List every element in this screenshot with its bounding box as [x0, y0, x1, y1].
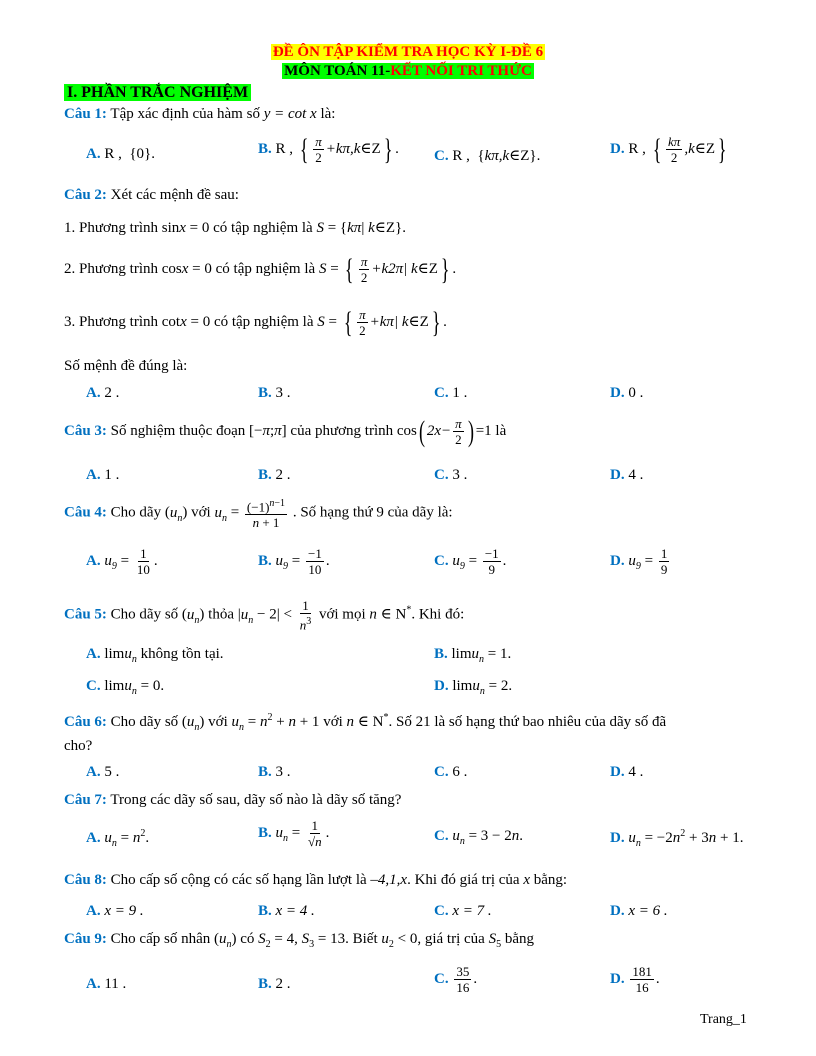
q6-stem-cont: cho? [64, 738, 93, 754]
q7-stem: Câu 7: Trong các dãy số sau, dãy số nào là dãy số tăng? [64, 792, 402, 808]
title-line-2 [0, 63, 816, 80]
q6-option-d[interactable]: D. 4 . [610, 764, 644, 780]
q2-statement-2: 2. Phương trình cosx = 0 có tập nghiệm là S = { $\frac{\pi}{2}$ +k2π| k∈Z} . [64, 252, 457, 286]
q2-option-c[interactable]: C. 1 . [434, 385, 468, 401]
page-number: Trang_1 [700, 1012, 747, 1027]
q7-option-a[interactable]: A. $u_n = n^2$. [86, 828, 150, 849]
q5-option-a[interactable]: A. limu$_n$ không tồn tại. [86, 646, 224, 665]
q4-option-a[interactable]: A. $u_9$ = $\frac{1}{10}$ . [86, 546, 158, 577]
q3-option-c[interactable]: C. 3 . [434, 467, 468, 483]
q5-option-c[interactable]: C. limu$_n$ = 0. [86, 678, 165, 697]
q1-option-c[interactable]: C. R , {kπ,k∈Z}. [434, 148, 541, 164]
q6-option-a[interactable]: A. 5 . [86, 764, 120, 780]
q6-option-b[interactable]: B. 3 . [258, 764, 291, 780]
q3-stem: Câu 3: Số nghiệm thuộc đoạn [−π;π] của phương trình cos( 2x− $\frac{\pi}{2}$ ) =1 là [64, 414, 507, 448]
q8-option-b[interactable]: B. x = 4 . [258, 903, 315, 919]
q2-option-a[interactable]: A. 2 . [86, 385, 120, 401]
q3-option-d[interactable]: D. 4 . [610, 467, 644, 483]
title-line-1 [0, 44, 816, 61]
q1-option-d[interactable]: D. R , { $\frac{k\pi}{2}$ ,k∈Z} [610, 132, 727, 166]
q1-stem: Câu 1: Tập xác định của hàm số y = cot x là: [64, 106, 336, 122]
q7-option-b[interactable]: B. $u_n$ = $\frac{1}{√n}$ . [258, 818, 330, 849]
q9-stem: Câu 9: Cho cấp số nhân $(u_n)$ có $S_2 = 4$, $S_3 = 13$. Biết $u_2 < 0$, giá trị của $S_5$ bằng [64, 931, 534, 950]
q4-option-d[interactable]: D. $u_9$ = $\frac{1}{9}$ [610, 546, 668, 577]
q8-option-d[interactable]: D. x = 6 . [610, 903, 668, 919]
q1-option-b[interactable]: B. R , { $\frac{\pi}{2}$ +kπ,k∈Z} . [258, 132, 399, 166]
exam-title: ĐỀ ÔN TẬP KIỂM TRA HỌC KỲ I-ĐỀ 6 [272, 44, 544, 60]
q6-option-c[interactable]: C. 6 . [434, 764, 468, 780]
q8-stem: Câu 8: Cho cấp số cộng có các số hạng lần lượt là –4,1,x. Khi đó giá trị của x bằng: [64, 872, 568, 888]
q3-option-b[interactable]: B. 2 . [258, 467, 291, 483]
q8-option-a[interactable]: A. x = 9 . [86, 903, 144, 919]
q1-option-a[interactable]: A. R , {0}. [86, 146, 155, 162]
q7-option-c[interactable]: C. $u_n = 3 - 2n$. [434, 828, 524, 847]
q9-option-b[interactable]: B. 2 . [258, 976, 291, 992]
q4-option-c[interactable]: C. $u_9$ = $\frac{-1}{9}$ . [434, 546, 507, 577]
section-heading: I. PHẦN TRẮC NGHIỆM [64, 84, 251, 102]
q3-option-a[interactable]: A. 1 . [86, 467, 120, 483]
q2-statement-3: 3. Phương trình cotx = 0 có tập nghiệm là S = { $\frac{\pi}{2}$ +kπ| k∈Z} . [64, 305, 447, 339]
q2-option-d[interactable]: D. 0 . [610, 385, 644, 401]
q5-option-d[interactable]: D. limu$_n$ = 2. [434, 678, 513, 697]
q4-option-b[interactable]: B. $u_9$ = $\frac{-1}{10}$ . [258, 546, 330, 577]
q9-option-a[interactable]: A. 11 . [86, 976, 127, 992]
q2-option-b[interactable]: B. 3 . [258, 385, 291, 401]
q5-stem: Câu 5: Cho dãy số $(u_n)$ thỏa $|u_n - 2|$ < $\frac{1}{n^3}$ với mọi n ∈ N*. Khi đó: [64, 598, 465, 633]
q2-statement-1: 1. Phương trình sinx = 0 có tập nghiệm là S = {kπ| k∈Z}. [64, 220, 406, 236]
q8-option-c[interactable]: C. x = 7 . [434, 903, 492, 919]
q2-ask: Số mệnh đề đúng là: [64, 358, 188, 374]
q7-option-d[interactable]: D. $u_n = -2n^2 + 3n + 1$. [610, 828, 744, 849]
q5-option-b[interactable]: B. limu$_n$ = 1. [434, 646, 512, 665]
q9-option-d[interactable]: D. $\frac{181}{16}$ . [610, 964, 660, 995]
exam-subtitle: MÔN TOÁN 11-KẾT NỐI TRI THỨC [284, 63, 532, 79]
q4-stem: Câu 4: Cho dãy $(u_n)$ với $u_n$ = $\frac{(-1)^{n-1}}{n + 1}$ . Số hạng thứ 9 của dãy là: [64, 498, 453, 531]
q9-option-c[interactable]: C. $\frac{35}{16}$ . [434, 964, 478, 995]
q6-stem: Câu 6: Cho dãy số $(u_n)$ với $u_n = n^2 + n + 1$ với n ∈ N*. Số 21 là số hạng thứ bao nhiêu của dãy số đã [64, 712, 667, 733]
q2-stem: Câu 2: Xét các mệnh đề sau: [64, 187, 239, 203]
